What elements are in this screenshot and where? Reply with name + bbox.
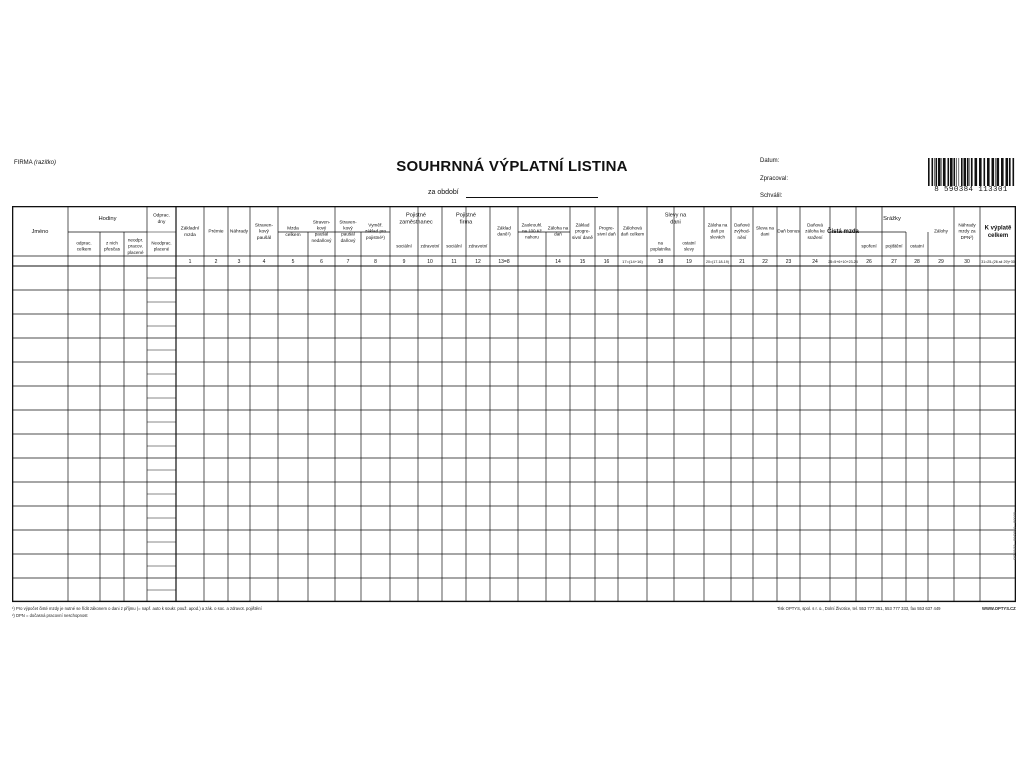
column-number: 20=(17-18-19) (706, 260, 729, 264)
column-header: dani (760, 231, 770, 237)
odprac-dny-header: dny (157, 219, 166, 225)
column-header: sivní daň (597, 231, 616, 237)
column-header: Daň bonus (777, 228, 800, 234)
jmeno-header: Jméno (31, 228, 49, 235)
column-header: sražení (807, 234, 823, 240)
column-header: slevy (683, 246, 695, 252)
barcode-digits: 8 590384 113301 (926, 186, 1016, 194)
payroll-table[interactable] (12, 206, 1016, 608)
column-header: daň celkem (620, 231, 645, 237)
slevy-header: dani (670, 219, 681, 226)
column-header: daň po (710, 228, 725, 234)
neodprac-header: placené (153, 246, 170, 252)
column-header: Zaokrouhl. (521, 222, 543, 228)
column-header: ostatní (910, 243, 924, 249)
column-header: daně¹) (497, 231, 511, 237)
odprac-dny-header: Odprac. (152, 213, 171, 219)
side-code: OP 1133 · 08/2019 · 80039 (1012, 511, 1017, 560)
column-number: 6 (320, 259, 323, 265)
column-header: spoření (861, 243, 877, 249)
column-header: kový (343, 225, 353, 231)
period-field[interactable] (466, 197, 598, 198)
column-header: základ pro (364, 228, 387, 234)
column-header: mzdy za (958, 228, 976, 234)
column-header: Straven- (339, 219, 357, 225)
column-number: 4 (262, 259, 266, 265)
column-header: na (658, 240, 663, 246)
period-label: za období (428, 189, 459, 196)
k-vyplate-header: celkem (987, 232, 1009, 239)
column-header: paušál (256, 236, 272, 242)
column-header: zdravotní (468, 243, 488, 249)
column-header: nění (737, 234, 747, 240)
column-number: 22 (762, 259, 768, 265)
hodiny-odprac: odprac. (76, 240, 92, 246)
hodiny-prescas: z nich (105, 240, 119, 246)
column-number: 7 (346, 259, 350, 265)
column-header: Základní (180, 226, 200, 232)
column-header: paušál (341, 231, 355, 237)
column-header: zdravotní (420, 243, 440, 249)
column-header: Zálohová (623, 225, 642, 231)
column-header: Sleva na (756, 225, 774, 231)
column-header: na 100 Kč (522, 228, 542, 234)
column-number: 13=8 (498, 259, 510, 265)
zpracoval-label: Zpracoval: (760, 176, 789, 182)
column-number: 15 (579, 259, 586, 265)
column-header: Náhrady (958, 222, 976, 228)
column-header: celkem (285, 232, 301, 238)
column-header: pojistné¹) (366, 234, 385, 240)
column-header: pojištění (885, 243, 903, 249)
schvalil-label: Schválil: (760, 193, 783, 199)
firma-note: (razítko) (34, 160, 57, 166)
column-header: Straven- (312, 219, 331, 225)
column-header: sivní daně (572, 234, 593, 240)
column-header: kový (316, 225, 327, 231)
column-header: poplatníka (650, 246, 671, 252)
column-header: Náhrady (229, 229, 249, 235)
pojistne-zam-header: Pojistné (406, 212, 426, 219)
pojistne-zam-header: zaměstnanec (399, 219, 433, 226)
column-header: ostatní (682, 240, 696, 246)
column-header: Straven- (254, 223, 274, 229)
hodiny-prescas: přesčas (103, 246, 121, 252)
website-link[interactable]: WWW.OPTYS.CZ (982, 606, 1016, 611)
k-vyplate-header: K výplatě (984, 225, 1012, 232)
column-header: nedaňový (311, 237, 332, 243)
column-header: slevách (710, 234, 725, 240)
column-number: 23 (785, 259, 792, 265)
column-header: progre- (575, 228, 590, 234)
column-number: 24 (812, 259, 818, 265)
column-number: 17=(14+16) (622, 259, 643, 264)
column-number: 11 (451, 259, 457, 265)
column-number: 12 (475, 259, 481, 265)
firma-text: FIRMA (14, 160, 33, 166)
column-number: 16 (603, 259, 610, 265)
column-header: daňový (340, 237, 356, 243)
column-number: 5 (291, 259, 295, 265)
srazky-header: Srážky (883, 216, 901, 223)
column-header: Progre- (598, 225, 615, 231)
column-header: Daňová (807, 222, 823, 228)
hodiny-header: Hodiny (98, 216, 117, 223)
column-header: zvýhod- (733, 228, 751, 234)
neodprac-header: Neodprac. (151, 240, 172, 246)
printer-info: Tisk OPTYS, spol. s r. o., Dolní Životice, tel. 553 777 351, 553 777 333, fax 553 637 449 (777, 606, 941, 611)
column-number: 10 (427, 259, 433, 265)
column-header: Daňové (734, 222, 750, 228)
column-header: Záloha na (547, 225, 569, 231)
column-number: 28 (914, 259, 920, 265)
column-header: daň (554, 231, 562, 237)
cista-mzda-header: Čistá mzda (827, 229, 859, 236)
column-header: DPN²) (960, 234, 974, 240)
column-header: sociální (446, 243, 462, 249)
column-header: nahoru (525, 234, 539, 240)
footnote-1: ¹) Pro výpočet čisté mzdy je nutné se řídit zákonem o dani z příjmu (= např. auto k soukr. použ. apod.) a zák. o soc. a zdravot. pojištění (12, 606, 262, 611)
datum-label: Datum: (760, 158, 780, 164)
column-header: kový (259, 229, 269, 235)
column-header: mzda (184, 232, 196, 238)
column-number: 27 (891, 259, 897, 265)
column-header: Prémie (208, 229, 224, 235)
hodiny-neodpr: pracov. (128, 243, 143, 249)
column-number: 3 (237, 259, 241, 265)
column-header: Záloha na (707, 222, 728, 228)
column-number: 31=25-(26 až 29)+30 (981, 260, 1015, 264)
column-header: paušál (314, 231, 329, 237)
column-number: 19 (686, 259, 692, 265)
column-number: 2 (214, 259, 218, 265)
column-header: záloha ke (805, 228, 825, 234)
column-number: 9 (402, 259, 406, 265)
footnote-2: ²) DPN = dočasná pracovní neschopnost (12, 613, 88, 618)
column-header: sociální (396, 243, 412, 249)
column-header: Zálohy (934, 228, 948, 234)
column-number: 26 (866, 259, 872, 265)
column-header: Základ (497, 225, 511, 231)
column-number: 25=5+6+10+23-24 (828, 260, 858, 264)
hodiny-neodpr: neodpr. (127, 237, 144, 243)
slevy-header: Slevy na (664, 212, 687, 219)
column-number: 30 (964, 259, 970, 265)
column-number: 18 (657, 259, 664, 265)
column-number: 1 (188, 259, 192, 265)
column-number: 29 (938, 259, 944, 265)
column-number: 21 (739, 259, 745, 265)
column-number: 14 (555, 259, 561, 265)
column-header: Základ (575, 222, 590, 228)
pojistne-firma-header: Pojistné (456, 212, 476, 219)
column-number: 8 (374, 259, 377, 265)
pojistne-firma-header: firma (459, 219, 473, 226)
column-header: Vyměř. (368, 222, 383, 228)
hodiny-odprac: celkem (76, 246, 92, 252)
column-header: Mzda (287, 226, 299, 232)
hodiny-neodpr: placené (127, 249, 144, 255)
page-title: SOUHRNNÁ VÝPLATNÍ LISTINA (396, 158, 628, 175)
